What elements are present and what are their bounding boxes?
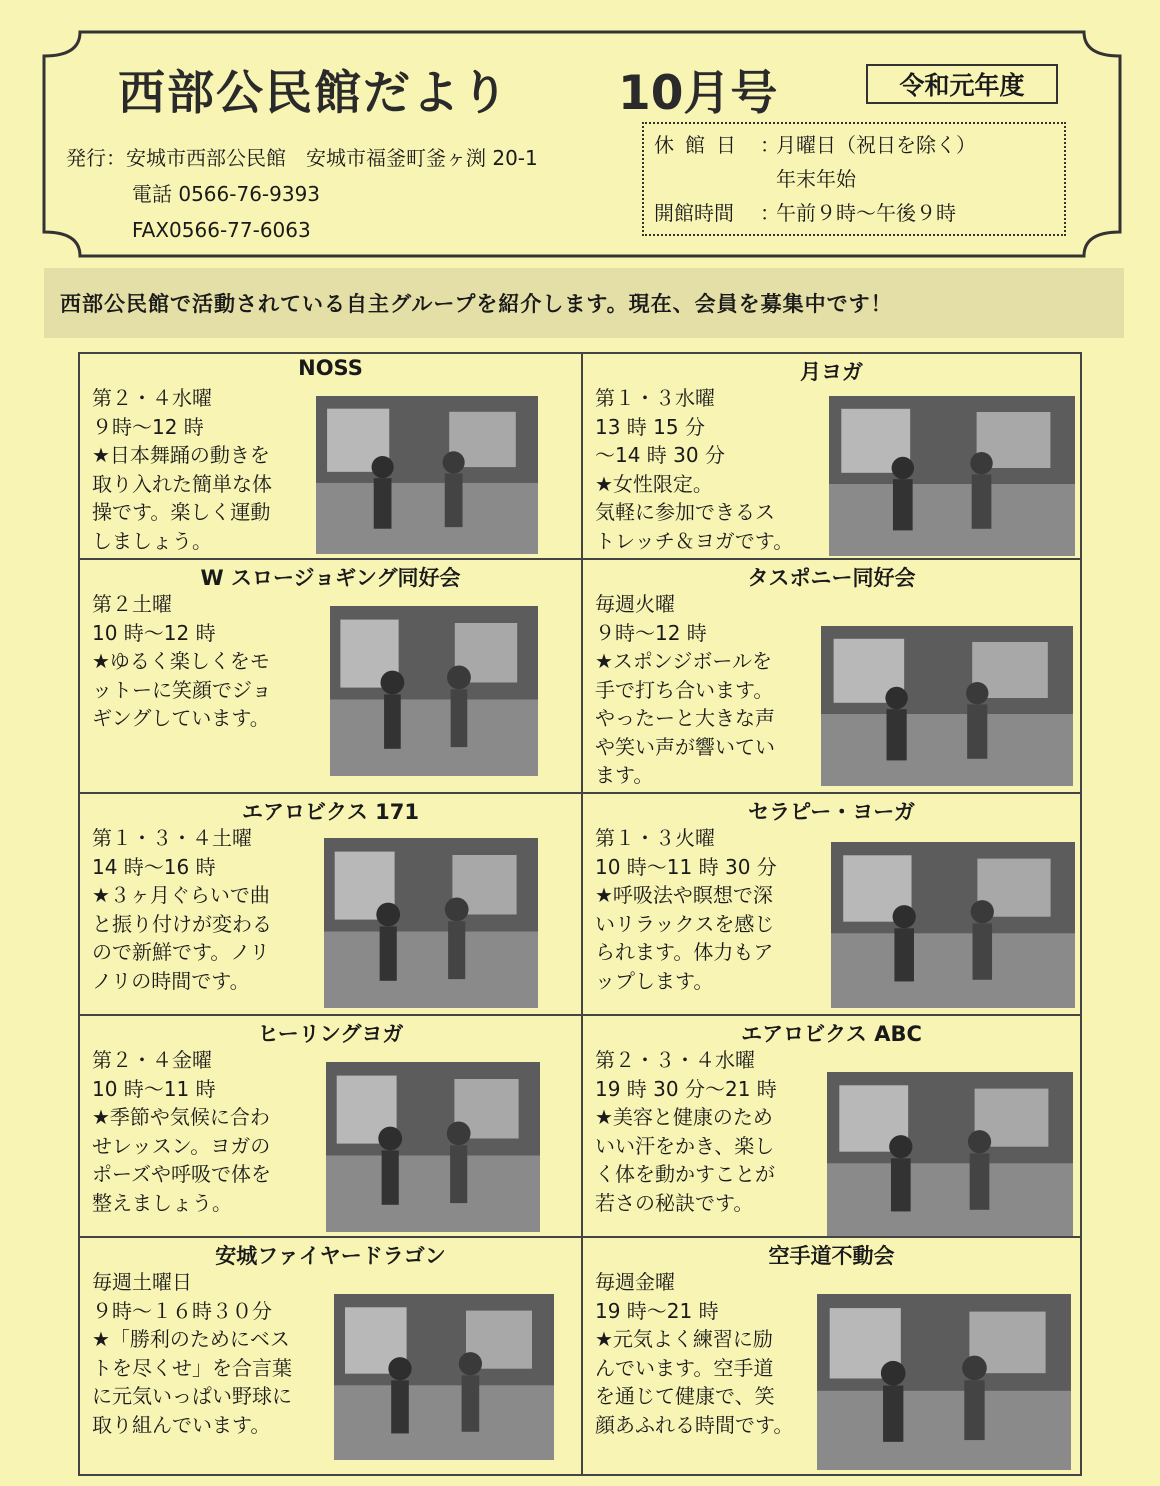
group-description-line: ★女性限定。: [595, 471, 713, 496]
group-description-line: ます。: [595, 763, 654, 787]
group-card: [80, 794, 581, 1014]
group-card: [80, 1238, 581, 1472]
newsletter-title: 西部公民館だより: [118, 66, 510, 121]
group-name: NOSS: [298, 356, 363, 380]
group-description-line: いリラックスを感じ: [595, 911, 775, 936]
group-description-line: やったーと大きな声: [595, 706, 775, 730]
group-name: 月ヨガ: [800, 360, 863, 384]
group-card: [80, 560, 581, 792]
group-description-line: ９時～12 時: [595, 620, 707, 645]
group-description: [92, 384, 272, 555]
group-card: [583, 560, 1080, 792]
group-card: [583, 354, 1080, 558]
group-name: エアロビクス 171: [242, 800, 419, 824]
closed-value: 月曜日（祝日を除く）: [776, 133, 976, 157]
group-card: [583, 794, 1080, 1014]
phone-number: 電話 0566-76-9393: [132, 182, 321, 206]
group-photo: [829, 396, 1075, 556]
publisher-info: [66, 140, 538, 248]
group-description-line: ★３ヶ月ぐらいで曲: [92, 883, 270, 907]
group-description-line: ★日本舞踊の動きを: [92, 443, 270, 467]
group-photo: [316, 396, 538, 554]
closed-label: 休館日: [654, 133, 747, 157]
group-description-line: 第１・３火曜: [595, 826, 715, 850]
group-description-line: 気軽に参加できるス: [595, 500, 775, 524]
group-description-line: ～14 時 30 分: [595, 443, 725, 467]
group-description-line: ★美容と健康のため: [595, 1105, 773, 1129]
group-description-line: られます。体力もア: [595, 940, 774, 964]
open-value: 午前９時～午後９時: [776, 201, 956, 225]
group-photo: [330, 606, 538, 776]
group-description-line: んでいます。空手道: [595, 1355, 774, 1380]
group-description-line: ９時～１６時３０分: [92, 1298, 272, 1323]
group-description-line: ップします。: [595, 968, 714, 993]
group-description-line: ★季節や気候に合わ: [92, 1105, 270, 1129]
group-description-line: 若さの秘訣です。: [595, 1190, 754, 1215]
open-label: 開館時間: [654, 201, 734, 225]
group-description-line: く体を動かすことが: [595, 1162, 775, 1186]
banner-text: 西部公民館で活動されている自主グループを紹介します。現在、会員を募集中です！: [60, 292, 893, 316]
group-description-line: ★呼吸法や瞑想で深: [595, 883, 773, 907]
group-description-line: 顔あふれる時間です。: [595, 1412, 794, 1437]
group-name: W スロージョギング同好会: [200, 566, 461, 590]
group-description-line: を通じて健康で、笑: [595, 1384, 775, 1408]
group-description-line: トを尽くせ」を合言葉: [92, 1355, 292, 1380]
group-description-line: トレッチ＆ヨガです。: [595, 528, 794, 553]
closed-separator: ：: [760, 133, 780, 157]
group-description: [92, 590, 272, 733]
group-description-line: 第２土曜: [92, 592, 172, 616]
group-photo: [326, 1062, 540, 1232]
group-photo: [324, 838, 538, 1008]
fax-number: FAX0566-77-6063: [132, 218, 311, 242]
group-description: [595, 384, 793, 555]
group-description-line: と振り付けが変わる: [92, 911, 272, 936]
group-card: [583, 1238, 1080, 1472]
group-description-line: ポーズや呼吸で体を: [92, 1162, 271, 1186]
group-description: [595, 590, 775, 790]
group-description-line: 第２・３・４水曜: [595, 1048, 755, 1072]
group-name: ヒーリングヨガ: [257, 1022, 404, 1046]
group-name: セラピー・ヨーガ: [748, 800, 915, 824]
group-description-line: 取り組んでいます。: [92, 1412, 271, 1437]
open-separator: ：: [760, 201, 780, 225]
group-grid: [78, 352, 1082, 1476]
group-description-line: ギングしています。: [92, 706, 270, 730]
group-description-line: ットーに笑顔でジョ: [92, 677, 272, 702]
group-description: [92, 1046, 271, 1217]
publisher-line: 発行：安城市西部公民館 安城市福釜町釜ヶ渕 20-1: [66, 146, 538, 170]
group-description-line: 14 時～16 時: [92, 854, 216, 879]
group-description-line: や笑い声が響いてい: [595, 734, 775, 759]
group-description-line: 取り入れた簡単な体: [92, 471, 272, 496]
closed-value-2: 年末年始: [776, 167, 856, 191]
group-description-line: 10 時～11 時 30 分: [595, 854, 777, 879]
group-description-line: せレッスン。ヨガの: [92, 1133, 271, 1158]
group-description-line: ★「勝利のためにベス: [92, 1327, 290, 1351]
group-description-line: 10 時～12 時: [92, 620, 216, 645]
group-description-line: 第２・４金曜: [92, 1048, 212, 1072]
intro-banner: [44, 268, 1124, 338]
group-photo: [821, 626, 1073, 786]
group-description: [595, 824, 777, 995]
group-description-line: 第１・３・４土曜: [92, 826, 252, 850]
group-description-line: 毎週金曜: [595, 1270, 675, 1294]
group-photo: [827, 1072, 1073, 1236]
group-name: エアロビクス ABC: [741, 1022, 922, 1046]
group-description-line: ノリの時間です。: [92, 968, 250, 993]
group-description-line: 操です。楽しく運動: [92, 500, 271, 524]
group-photo: [831, 842, 1075, 1008]
group-description-line: ９時～12 時: [92, 414, 204, 439]
group-description: [92, 1268, 292, 1439]
group-description-line: 第２・４水曜: [92, 386, 212, 410]
group-description-line: 手で打ち合います。: [595, 677, 774, 702]
group-card: [583, 1016, 1080, 1236]
group-name: 安城ファイヤードラゴン: [215, 1244, 446, 1268]
hours-box: [642, 122, 1066, 236]
group-description-line: ★元気よく練習に励: [595, 1327, 773, 1351]
group-description-line: に元気いっぱい野球に: [92, 1384, 292, 1408]
group-description-line: ★ゆるく楽しくをモ: [92, 649, 270, 673]
group-card: [80, 1016, 581, 1236]
closed-spacer: [760, 162, 776, 196]
group-description-line: 13 時 15 分: [595, 414, 705, 439]
group-description-line: しましょう。: [92, 528, 212, 553]
group-name: タスポニー同好会: [747, 566, 916, 590]
group-photo: [334, 1294, 554, 1460]
group-description-line: 19 時 30 分～21 時: [595, 1076, 777, 1101]
group-description: [92, 824, 272, 995]
issue-label: 10月号: [618, 66, 778, 121]
closed-label-spacer: [654, 162, 760, 196]
group-description-line: 毎週土曜日: [92, 1270, 192, 1294]
group-description: [595, 1268, 793, 1439]
group-card: [80, 354, 581, 558]
group-photo: [817, 1294, 1071, 1470]
group-description-line: 毎週火曜: [595, 592, 675, 616]
group-description-line: いい汗をかき、楽し: [595, 1133, 775, 1158]
group-description: [595, 1046, 777, 1217]
group-description-line: 第１・３水曜: [595, 386, 715, 410]
group-description-line: 19 時～21 時: [595, 1298, 719, 1323]
group-name: 空手道不動会: [768, 1244, 895, 1268]
group-description-line: ★スポンジボールを: [595, 649, 773, 673]
group-description-line: 10 時～11 時: [92, 1076, 216, 1101]
era-badge: 令和元年度: [866, 64, 1058, 104]
group-description-line: 整えましょう。: [92, 1190, 232, 1215]
group-description-line: ので新鮮です。ノリ: [92, 940, 270, 964]
